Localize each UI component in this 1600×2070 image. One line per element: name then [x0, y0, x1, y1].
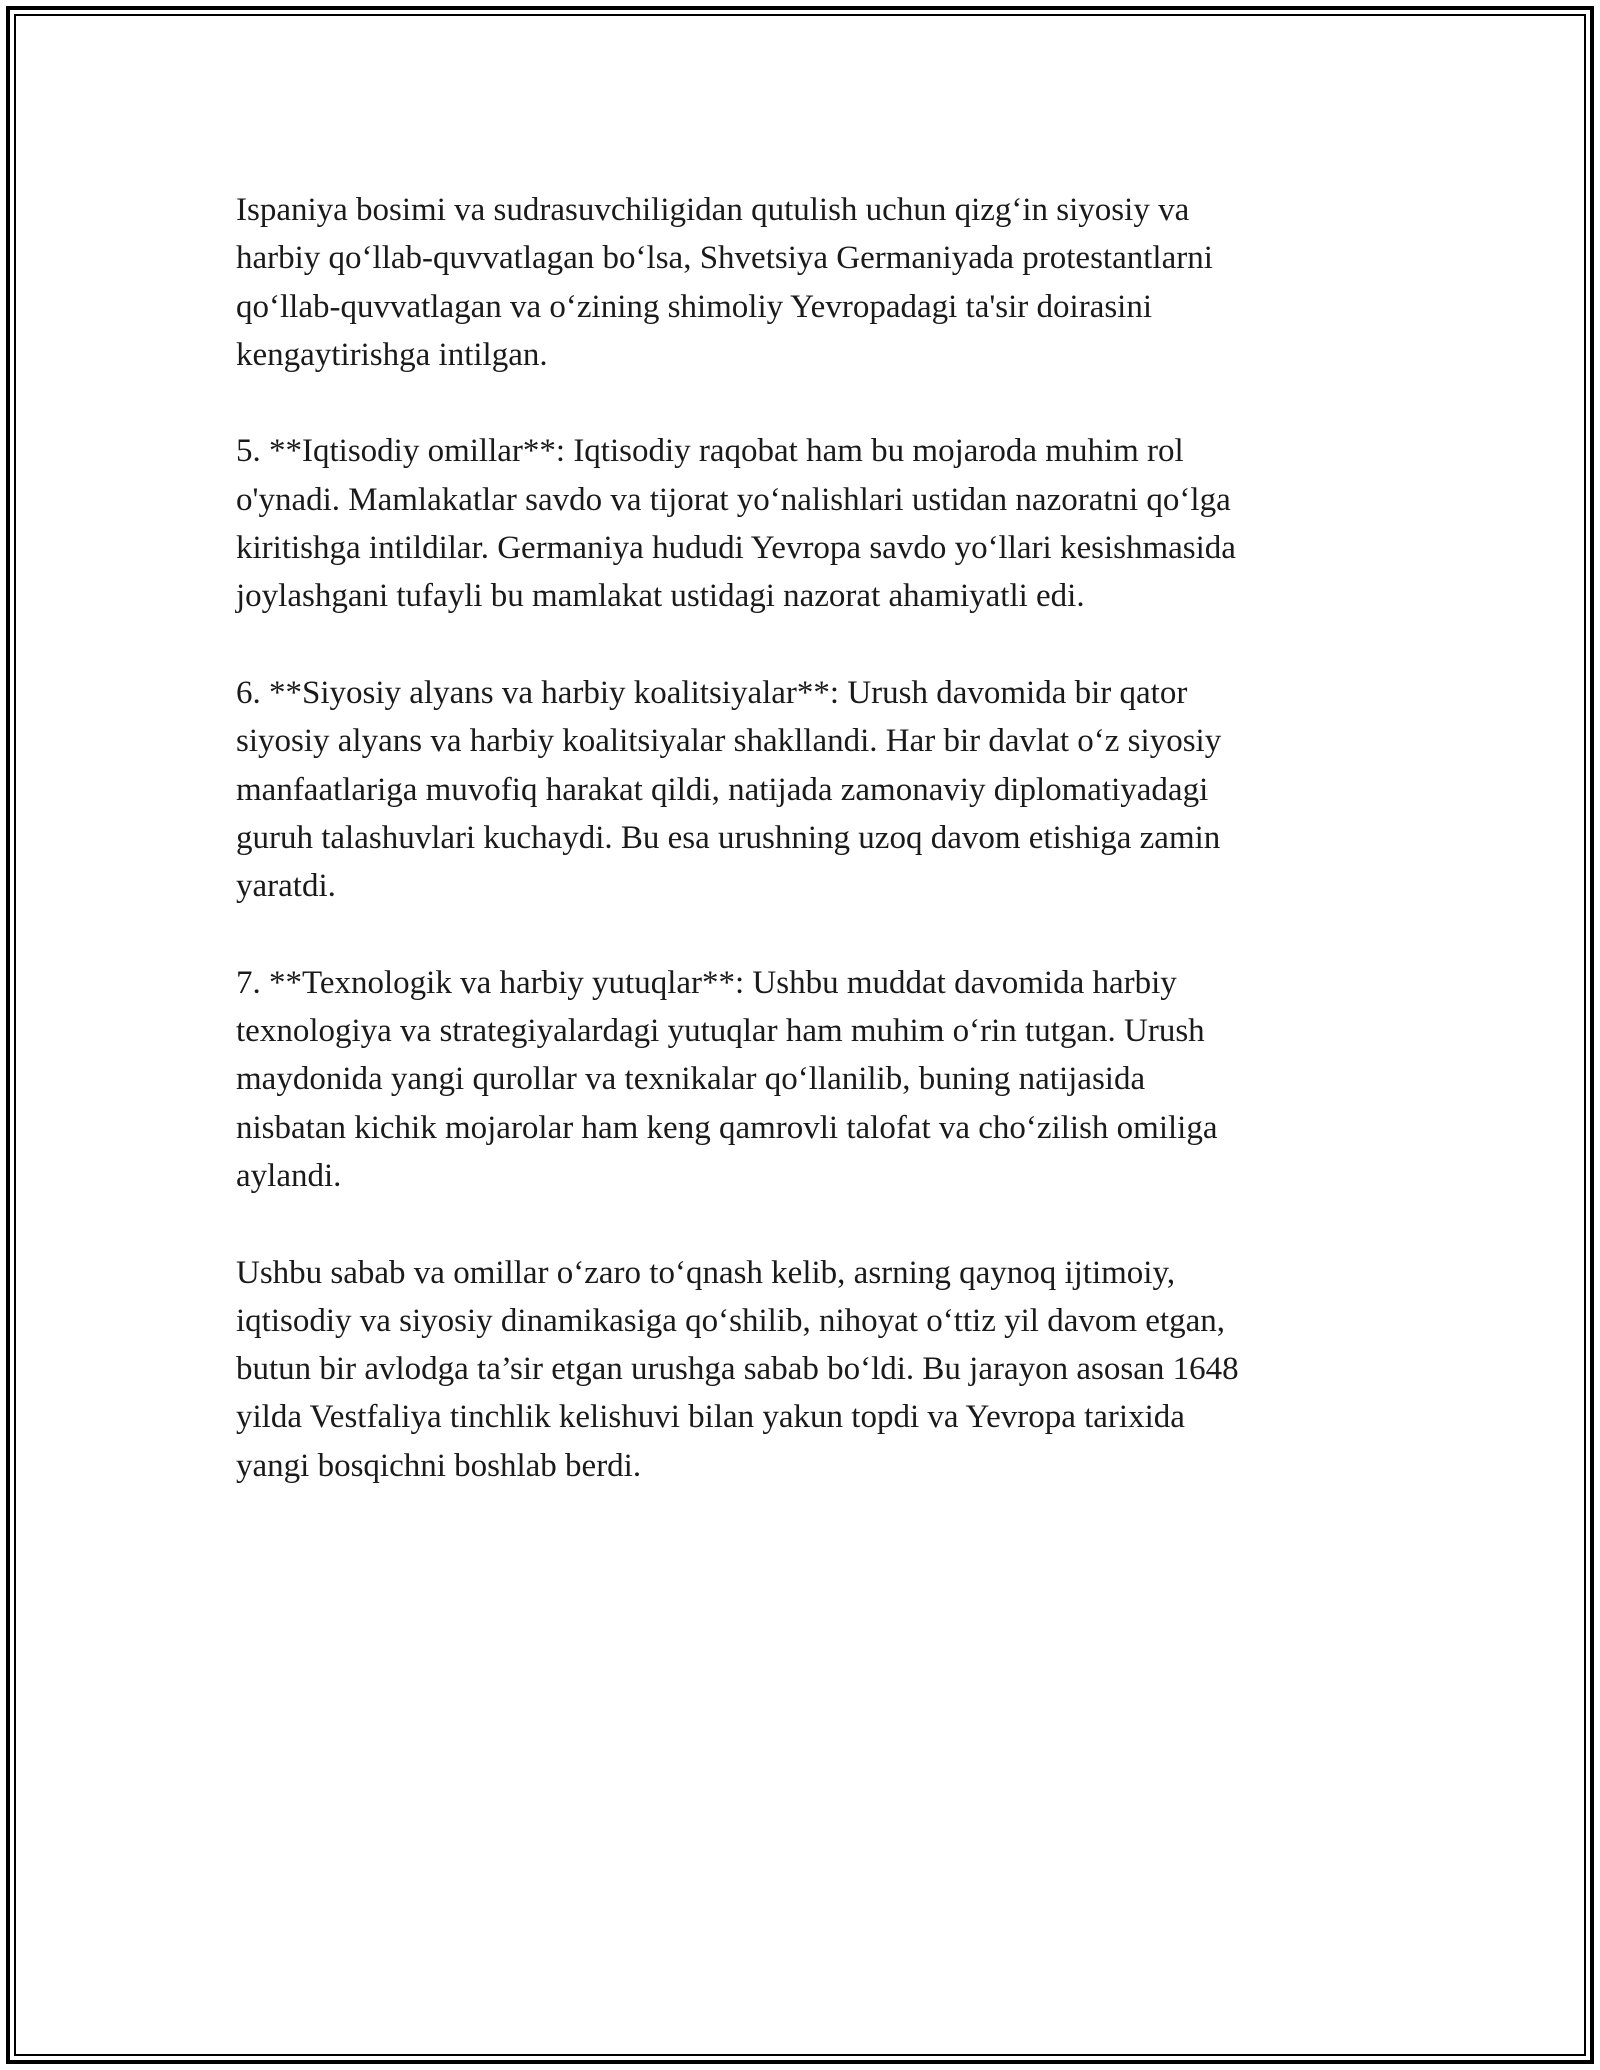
paragraph-continuation: Ispaniya bosimi va sudrasuvchiligidan qutulish uchun qizg‘in siyosiy va harbiy qo‘llab-quvvatlagan bo‘lsa, Shvetsiya Germaniyada protestantlarni qo‘llab-quvvatlagan va o‘zining shimoliy Yevropadagi ta'sir doirasini kengaytirishga intilgan.	[236, 192, 1213, 373]
paragraph-economic-factors: 5. **Iqtisodiy omillar**: Iqtisodiy raqobat ham bu mojaroda muhim rol o'ynadi. Mamlakatlar savdo va tijorat yo‘nalishlari ustidan nazoratni qo‘lga kiritishga intildilar. Germaniya hududi Yevropa savdo yo‘llari kesishmasida joylashgani tufayli bu mamlakat ustidagi nazorat ahamiyatli edi.	[236, 433, 1236, 615]
paragraph-conclusion: Ushbu sabab va omillar o‘zaro to‘qnash kelib, asrning qaynoq ijtimoiy, iqtisodiy va siyosiy dinamikasiga qo‘shilib, nihoyat o‘ttiz yil davom etgan, butun bir avlodga ta’sir etgan urushga sabab bo‘ldi. Bu jarayon asosan 1648 yilda Vestfaliya tinchlik kelishuvi bilan yakun topdi va Yevropa tarixida yangi bosqichni boshlab berdi.	[236, 1254, 1239, 1484]
paragraph-political-alliances: 6. **Siyosiy alyans va harbiy koalitsiyalar**: Urush davomida bir qator siyosiy alyans va harbiy koalitsiyalar shakllandi. Har bir davlat o‘z siyosiy manfaatlariga muvofiq harakat qildi, natijada zamonaviy diplomatiyadagi guruh talashuvlari kuchaydi. Bu esa urushning uzoq davom etishiga zamin yaratdi.	[236, 674, 1222, 905]
document-body	[236, 186, 1376, 1490]
paragraph-technological-advances: 7. **Texnologik va harbiy yutuqlar**: Ushbu muddat davomida harbiy texnologiya va strategiyalardagi yutuqlar ham muhim o‘rin tutgan. Urush maydonida yangi qurollar va texnikalar qo‘llanilib, buning natijasida nisbatan kichik mojarolar ham keng qamrovli talofat va cho‘zilish omiliga aylandi.	[236, 964, 1218, 1194]
